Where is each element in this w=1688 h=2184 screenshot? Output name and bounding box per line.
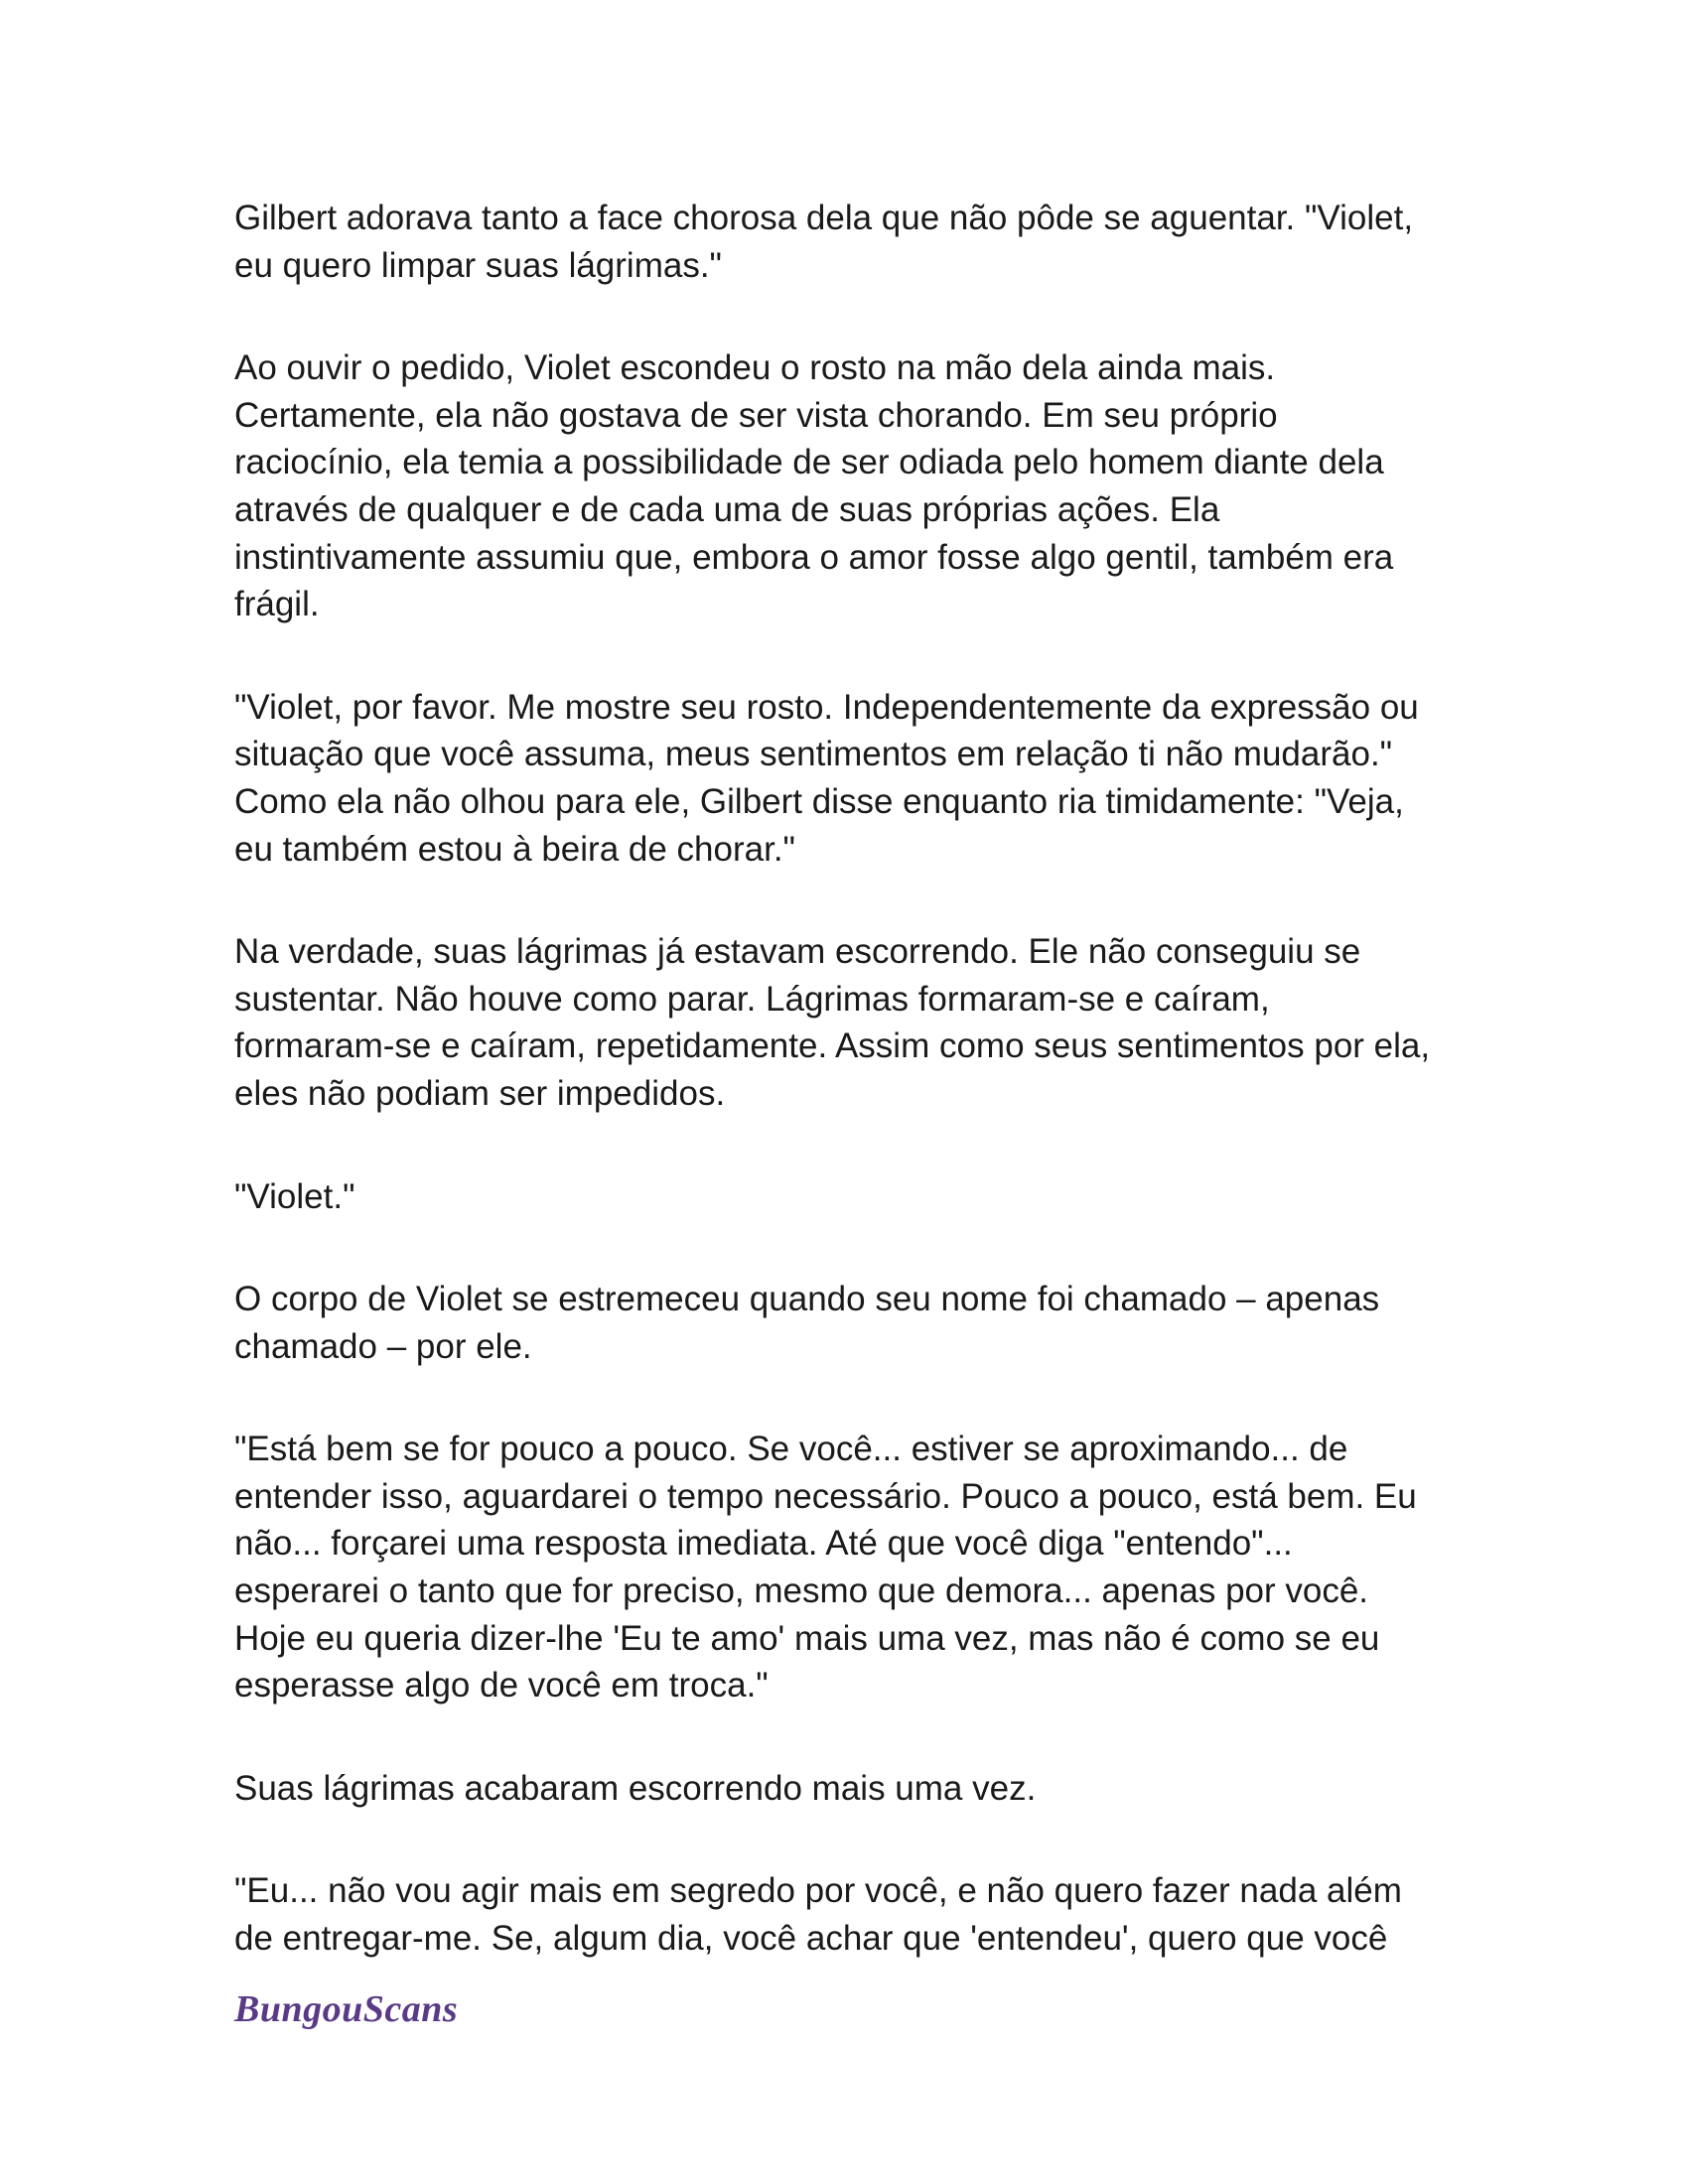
paragraph: "Está bem se for pouco a pouco. Se você... estiver se aproximando... de entender isso, aguardarei o tempo necessário. Pouco a pouco, está bem. Eu não... forçarei uma resposta imediata. Até que você diga "entendo"... esperarei o tanto que for preciso, mesmo que demora... apenas por você. Hoje eu queria dizer-lhe 'Eu te amo' mais uma vez, mas não é como se eu esperasse algo de você em troca." — [234, 1430, 1417, 1706]
paragraph: "Violet, por favor. Me mostre seu rosto. Independentemente da expressão ou situação que você assuma, meus sentimentos em relação ti não mudarão." Como ela não olhou para ele, Gilbert disse enquanto ria timidamente: "Veja, eu também estou à beira de chorar." — [234, 687, 1419, 869]
paragraph: "Violet." — [234, 1176, 355, 1216]
paragraph: "Eu... não vou agir mais em segredo por você, e não quero fazer nada além de entregar-me. Se, algum dia, você achar que 'entendeu', quero que você — [234, 1871, 1402, 1959]
paragraph: Gilbert adorava tanto a face chorosa dela que não pôde se aguentar. "Violet, eu quero limpar suas lágrimas." — [234, 199, 1414, 285]
paragraph: Na verdade, suas lágrimas já estavam escorrendo. Ele não conseguiu se sustentar. Não houve como parar. Lágrimas formaram-se e caíram, formaram-se e caíram, repetidamente. Assim como seus sentimentos por ela, eles não podiam ser impedidos. — [234, 932, 1431, 1113]
document-body — [234, 195, 1466, 2018]
paragraph: O corpo de Violet se estremeceu quando seu nome foi chamado – apenas chamado – por ele. — [234, 1280, 1380, 1366]
paragraph: Suas lágrimas acabaram escorrendo mais uma vez. — [234, 1768, 1037, 1808]
paragraph: Ao ouvir o pedido, Violet escondeu o rosto na mão dela ainda mais. Certamente, ela não gostava de ser vista chorando. Em seu próprio raciocínio, ela temia a possibilidade de ser odiada pelo homem diante dela através de qualquer e de cada uma de suas próprias ações. Ela instintivamente assumiu que, embora o amor fosse algo gentil, também era frágil. — [234, 348, 1394, 624]
watermark-logo: BungouScans — [234, 1988, 459, 2030]
